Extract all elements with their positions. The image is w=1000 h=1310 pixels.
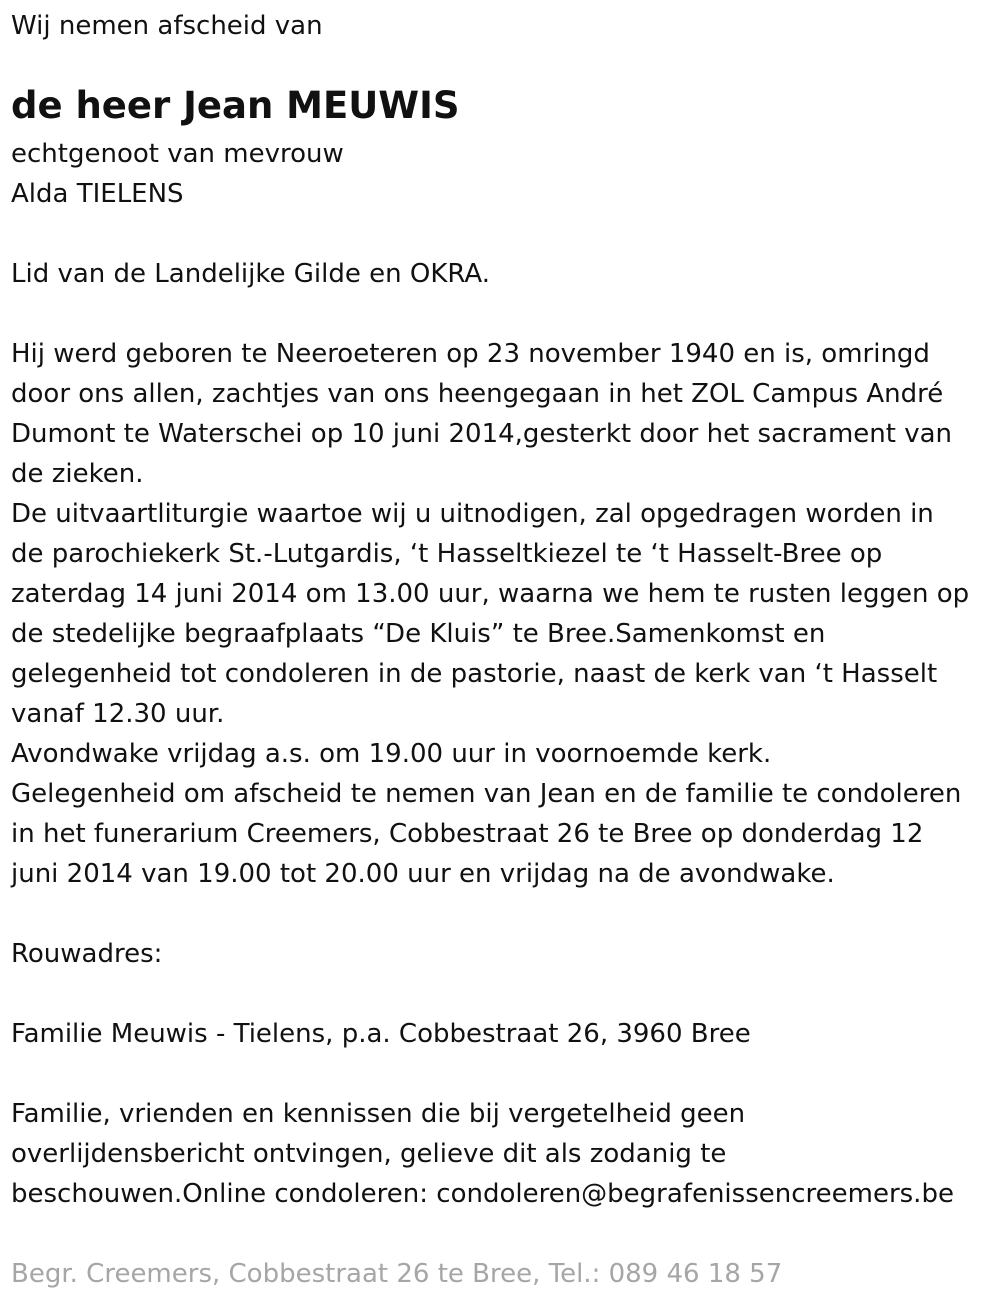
details-line: gelegenheid tot condoleren in de pastorie, naast de kerk van ‘t Hasselt <box>11 659 938 689</box>
address-label-block <box>11 934 162 974</box>
address-block <box>11 1014 751 1054</box>
details-line: Hij werd geboren te Neeroeteren op 23 november 1940 en is, omringd <box>11 339 930 369</box>
membership-text: Lid van de Landelijke Gilde en OKRA. <box>11 259 490 289</box>
details-line: Gelegenheid om afscheid te nemen van Jean en de familie te condoleren <box>11 779 962 809</box>
details-line: in het funerarium Creemers, Cobbestraat 26 te Bree op donderdag 12 <box>11 819 924 849</box>
details-line: Dumont te Waterschei op 10 juni 2014,gesterkt door het sacrament van <box>11 419 953 449</box>
details-line: vanaf 12.30 uur. <box>11 699 225 729</box>
address-label: Rouwadres: <box>11 939 163 969</box>
intro-text: Wij nemen afscheid van <box>11 11 323 41</box>
spouse-line: Alda TIELENS <box>11 179 184 209</box>
membership-block <box>11 254 490 294</box>
funeral-home-footer: Begr. Creemers, Cobbestraat 26 te Bree, Tel.: 089 46 18 57 <box>11 1259 783 1289</box>
family-note-block <box>11 1094 954 1214</box>
details-line: zaterdag 14 juni 2014 om 13.00 uur, waarna we hem te rusten leggen op <box>11 579 970 609</box>
spouse-line: echtgenoot van mevrouw <box>11 139 344 169</box>
family-note-line: beschouwen.Online condoleren: condoleren@begrafenissencreemers.be <box>11 1179 954 1209</box>
details-line: de zieken. <box>11 459 144 489</box>
spouse-block <box>11 134 344 214</box>
details-line: Avondwake vrijdag a.s. om 19.00 uur in voornoemde kerk. <box>11 739 772 769</box>
details-line: de stedelijke begraafplaats “De Kluis” te Bree.Samenkomst en <box>11 619 826 649</box>
details-line: juni 2014 van 19.00 tot 20.00 uur en vrijdag na de avondwake. <box>11 859 835 889</box>
details-block <box>11 334 969 894</box>
details-line: De uitvaartliturgie waartoe wij u uitnodigen, zal opgedragen worden in <box>11 499 934 529</box>
family-note-line: overlijdensbericht ontvingen, gelieve dit als zodanig te <box>11 1139 727 1169</box>
deceased-name: de heer Jean MEUWIS <box>11 84 460 127</box>
details-line: door ons allen, zachtjes van ons heengegaan in het ZOL Campus André <box>11 379 944 409</box>
family-note-line: Familie, vrienden en kennissen die bij vergetelheid geen <box>11 1099 746 1129</box>
address-text: Familie Meuwis - Tielens, p.a. Cobbestraat 26, 3960 Bree <box>11 1019 751 1049</box>
details-line: de parochiekerk St.-Lutgardis, ‘t Hasseltkiezel te ‘t Hasselt-Bree op <box>11 539 883 569</box>
